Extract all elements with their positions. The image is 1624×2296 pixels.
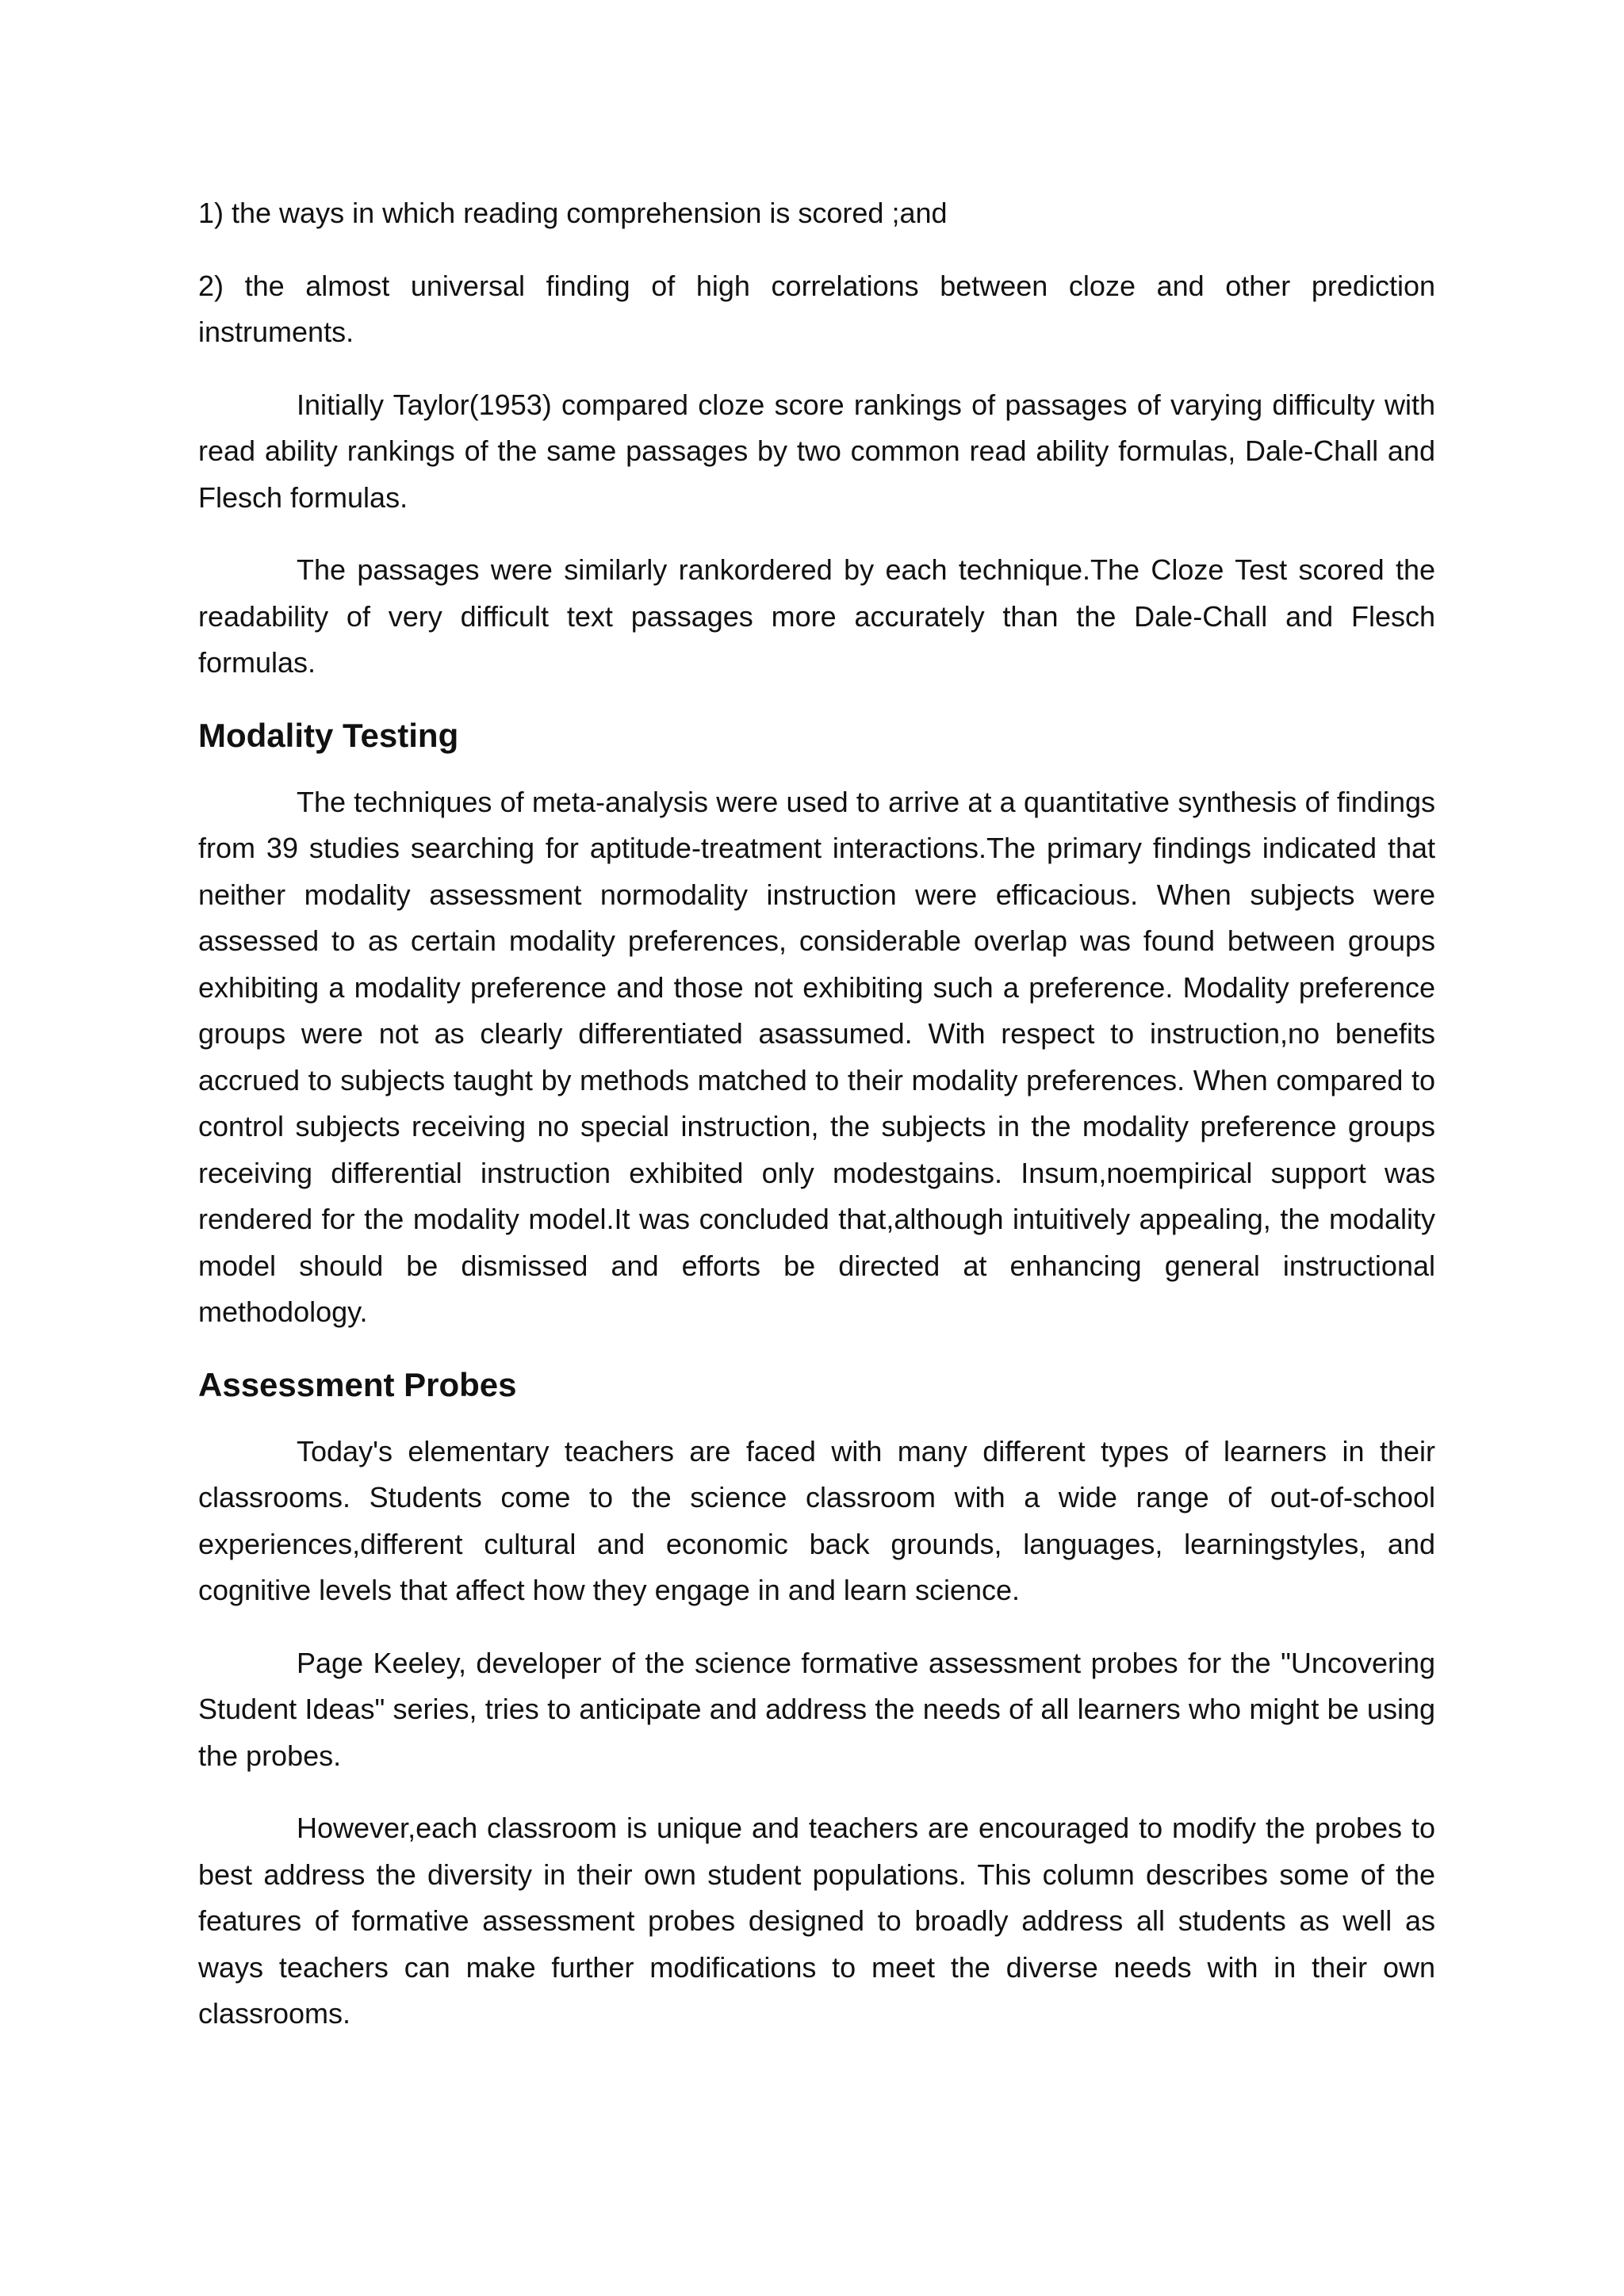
modality-testing-paragraph: The techniques of meta-analysis were used to arrive at a quantitative synthesis of findings from 39 studies searching for aptitude-treatment interactions.The primary findings indicated that neither modality assessment normodality instruction were efficacious. When subjects were assessed to as certain modality preferences, considerable overlap was found between groups exhibiting a modality preference and those not exhibiting such a preference. Modality preference groups were not as clearly differentiated asassumed. With respect to instruction,no benefits accrued to subjects taught by methods matched to their modality preferences. When compared to control subjects receiving no special instruction, the subjects in the modality preference groups receiving differential instruction exhibited only modestgains. Insum,noempirical support was rendered for the modality model.It was concluded that,although intuitively appealing, the modality model should be dismissed and efforts be directed at enhancing general instructional methodology. [198,785,1435,1328]
list-item-1: 1) the ways in which reading comprehension is scored ;and [198,197,948,229]
section-heading-modality-testing: Modality Testing [198,716,459,754]
document-page [198,190,1435,2064]
assessment-probes-paragraph-3: However,each classroom is unique and teachers are encouraged to modify the probes to best address the diversity in their own student populations. This column describes some of the features of formative assessment probes designed to broadly address all students as well as ways teachers can make further modifications to meet the diverse needs with in their own classrooms. [198,1812,1435,2030]
section-heading-assessment-probes: Assessment Probes [198,1365,517,1403]
list-item-2: 2) the almost universal finding of high correlations between cloze and other prediction instruments. [198,269,1435,348]
assessment-probes-paragraph-1: Today's elementary teachers are faced with many different types of learners in their classrooms. Students come to the science classroom with a wide range of out-of-school experiences,different cultural and economic back grounds, languages, learningstyles, and cognitive levels that affect how they engage in and learn science. [198,1434,1435,1606]
intro-paragraph-1: Initially Taylor(1953) compared cloze score rankings of passages of varying difficulty with read ability rankings of the same passages by two common read ability formulas, Dale-Chall and Flesch formulas. [198,388,1435,514]
intro-paragraph-2: The passages were similarly rankordered by each technique.The Cloze Test scored the readability of very difficult text passages more accurately than the Dale-Chall and Flesch formulas. [198,553,1435,679]
assessment-probes-paragraph-2: Page Keeley, developer of the science formative assessment probes for the "Uncovering Student Ideas" series, tries to anticipate and address the needs of all learners who might be using the probes. [198,1646,1435,1772]
